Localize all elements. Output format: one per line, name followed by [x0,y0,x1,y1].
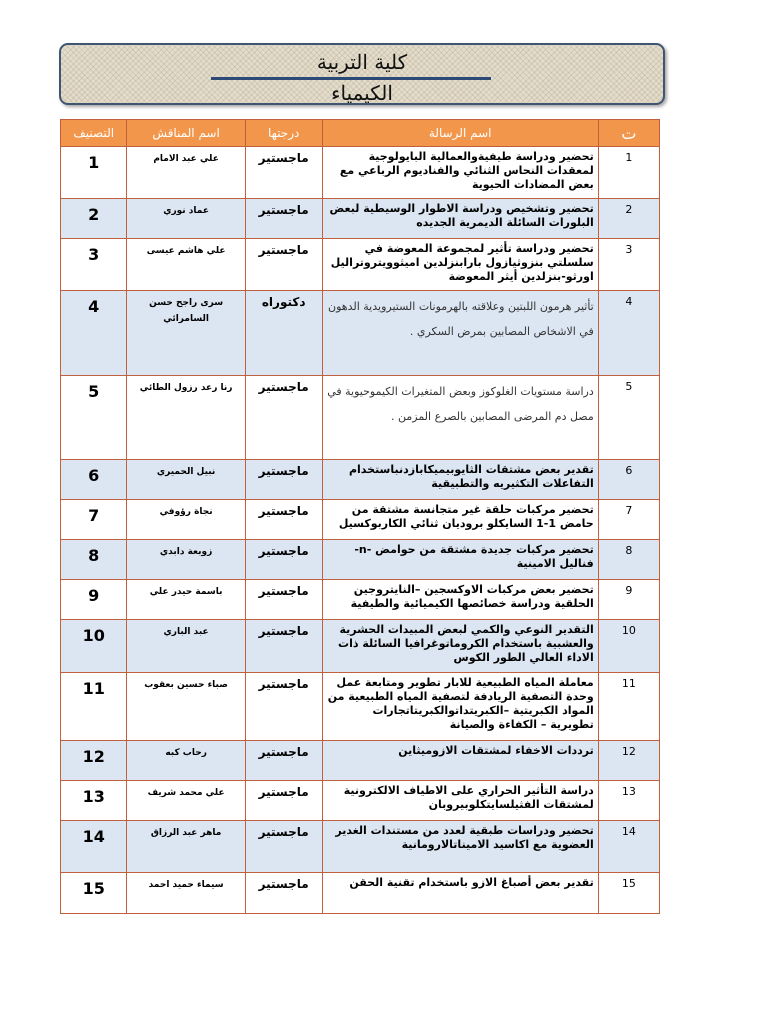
title-banner [59,43,665,105]
classification-cell: 2 [61,199,127,239]
number-cell: 5 [598,376,659,460]
classification-cell: 1 [61,147,127,199]
title-cell: تحضير ودراسات طبقية لعدد من مستندات الغدير العضوية مع اكاسيد الاميناتالارومانية [322,821,598,873]
header-title: اسم الرسالة [322,120,598,147]
classification-cell: 10 [61,620,127,673]
degree-cell: ماجستير [245,500,322,540]
title-cell: تحضير مركبات جديدة مشتقة من حوامض -n- فناليل الامينية [322,540,598,580]
title-cell: تقدير بعض مشتقات الثايوبيميكابازدنباستخدام التفاعلات التكثيريه والتطبيقية [322,460,598,500]
number-cell: 11 [598,673,659,741]
title-divider [211,77,491,80]
number-cell: 3 [598,239,659,291]
degree-cell: ماجستير [245,540,322,580]
table-row [61,460,660,500]
classification-cell: 15 [61,873,127,914]
table-header-row [61,120,660,147]
title-cell: تحضير ودراسة تأثير لمجموعة المعوضة في سلسلتي بنزوثيازول بارابنزلدين اميثوويتروتراليل اورثو-بنزلدين أيثر المعوضة [322,239,598,291]
number-cell: 6 [598,460,659,500]
header-number: ت [598,120,659,147]
header-degree: درجتها [245,120,322,147]
number-cell: 8 [598,540,659,580]
examiner-cell: سيماء حميد احمد [127,873,245,914]
examiner-cell: رحاب كبه [127,741,245,781]
examiner-cell: علي عبد الامام [127,147,245,199]
title-cell: تحضير ودراسة طيفيةوالعمالية البايولوجية لمعقدات النحاس الثنائي والفناديوم الرباعي مع بعض المضادات الحيوية [322,147,598,199]
table-row [61,673,660,741]
header-examiner: اسم المناقش [127,120,245,147]
examiner-cell: سرى راجح حسن السامرائي [127,291,245,376]
department-title: الكيمياء [331,81,393,105]
table-row [61,147,660,199]
table-row [61,291,660,376]
examiner-cell: نبيل الحميري [127,460,245,500]
examiner-cell: رنا رعد رزول الطائي [127,376,245,460]
number-cell: 12 [598,741,659,781]
title-cell: تقدير بعض أصباغ الازو باستخدام تقنية الحقن [322,873,598,914]
title-cell: دراسة التأثير الحراري على الاطياف الالكترونية لمشتقات الفثيلسايتكلوبيروبان [322,781,598,821]
examiner-cell: زوبعة دابدي [127,540,245,580]
classification-cell: 5 [61,376,127,460]
degree-cell: ماجستير [245,199,322,239]
title-cell: تحضير وتشخيص ودراسة الاطوار الوسيطية لبعض البلورات السائلة الديمرية الجديده [322,199,598,239]
degree-cell: ماجستير [245,147,322,199]
classification-cell: 4 [61,291,127,376]
degree-cell: ماجستير [245,821,322,873]
number-cell: 2 [598,199,659,239]
table-row [61,199,660,239]
examiner-cell: علي محمد شريف [127,781,245,821]
classification-cell: 9 [61,580,127,620]
table-row [61,620,660,673]
examiner-cell: عماد نوري [127,199,245,239]
classification-cell: 6 [61,460,127,500]
title-cell: التقدير النوعي والكمي لبعض المبيدات الحشرية والعشبية باستخدام الكروماتوغرافيا السائلة ذات الاداء العالي الطور الكوس [322,620,598,673]
examiner-cell: ماهر عبد الرزاق [127,821,245,873]
number-cell: 7 [598,500,659,540]
classification-cell: 11 [61,673,127,741]
number-cell: 13 [598,781,659,821]
classification-cell: 3 [61,239,127,291]
examiner-cell: نجاة رؤوفي [127,500,245,540]
classification-cell: 13 [61,781,127,821]
degree-cell: ماجستير [245,673,322,741]
faculty-title: كلية التربية [316,50,408,74]
table-row [61,781,660,821]
classification-cell: 14 [61,821,127,873]
table-row [61,741,660,781]
degree-cell: ماجستير [245,741,322,781]
degree-cell: دكتوراه [245,291,322,376]
table-row [61,580,660,620]
theses-table [60,119,660,914]
degree-cell: ماجستير [245,460,322,500]
table-row [61,239,660,291]
degree-cell: ماجستير [245,239,322,291]
table-row [61,376,660,460]
title-cell: تأثير هرمون اللبتين وعلاقته بالهرمونات الستيرويدية الدهون في الاشخاص المصابين بمرض السكري . [322,291,598,376]
classification-cell: 12 [61,741,127,781]
examiner-cell: صباء حسين بعقوب [127,673,245,741]
degree-cell: ماجستير [245,873,322,914]
examiner-cell: علي هاشم عيسى [127,239,245,291]
classification-cell: 7 [61,500,127,540]
degree-cell: ماجستير [245,620,322,673]
table-row [61,873,660,914]
degree-cell: ماجستير [245,781,322,821]
examiner-cell: باسمة حيدر علي [127,580,245,620]
examiner-cell: عبد الباري [127,620,245,673]
number-cell: 4 [598,291,659,376]
title-cell: معاملة المياه الطبيعية للابار تطوير ومتابعة عمل وحدة التصفية الريادفة لتصفية المياه الطبيعية من المواد الكبريتية –الكبريتداتوالكبريتاتجارات تطويرية – الكفاءة والصيانة [322,673,598,741]
number-cell: 9 [598,580,659,620]
degree-cell: ماجستير [245,580,322,620]
title-cell: تحضير بعض مركبات الاوكسجين –النايتروجين الحلقية ودراسة خصائصها الكيميائية والطيفية [322,580,598,620]
number-cell: 10 [598,620,659,673]
title-cell: ترددات الاخفاء لمشتقات الازوميثاين [322,741,598,781]
table-row [61,540,660,580]
table-row [61,500,660,540]
title-cell: تحضير مركبات حلقة غير متجانسة مشتقة من حامض 1-1 السايكلو بروديان ثنائي الكاربوكسيل [322,500,598,540]
degree-cell: ماجستير [245,376,322,460]
classification-cell: 8 [61,540,127,580]
number-cell: 14 [598,821,659,873]
title-cell: دراسة مستويات الغلوكوز وبعض المتغيرات الكيموحيوية في مصل دم المرضى المصابين بالصرع المزمن . [322,376,598,460]
header-classification: التصنيف [61,120,127,147]
table-row [61,821,660,873]
number-cell: 15 [598,873,659,914]
number-cell: 1 [598,147,659,199]
